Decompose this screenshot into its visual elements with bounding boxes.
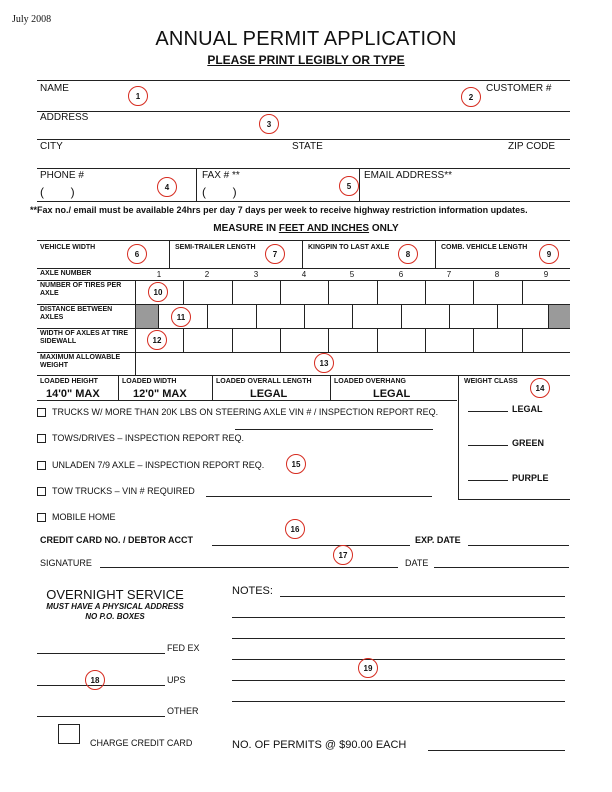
weight-class-bottom	[458, 499, 570, 500]
distance-axles-label: DISTANCE BETWEEN AXLES	[40, 306, 113, 321]
grid-line	[522, 280, 523, 304]
fedex-line[interactable]	[37, 653, 165, 654]
customer-label: CUSTOMER #	[486, 83, 552, 94]
tow-trucks-checkbox[interactable]	[37, 487, 46, 496]
loaded-length-value: LEGAL	[250, 388, 288, 400]
divider-fax-email	[359, 168, 360, 201]
ups-label: UPS	[167, 675, 186, 685]
date-line[interactable]	[434, 567, 569, 568]
axle-number: 2	[204, 270, 210, 279]
trucks-label: TRUCKS W/ MORE THAN 20K LBS ON STEERING AXLE VIN # / INSPECTION REPORT REQ.	[52, 407, 439, 417]
marker-9: 9	[539, 244, 559, 264]
vehicle-width-label: VEHICLE WIDTH	[40, 244, 96, 251]
other-line[interactable]	[37, 716, 165, 717]
loaded-overhang-value: LEGAL	[373, 388, 411, 400]
grid-line	[280, 280, 281, 304]
marker-17: 17	[333, 545, 353, 565]
marker-8: 8	[398, 244, 418, 264]
measure-suffix: ONLY	[369, 223, 399, 234]
semi-trailer-length-label: SEMI-TRAILER LENGTH	[175, 244, 256, 251]
rule-city	[37, 168, 570, 169]
charge-card-label: CHARGE CREDIT CARD	[90, 738, 193, 748]
grid-line	[328, 328, 329, 352]
marker-19: 19	[358, 658, 378, 678]
distance-grey-start	[136, 305, 158, 328]
grid-line	[377, 280, 378, 304]
grid-line	[207, 304, 208, 328]
axle-number: 1	[156, 270, 162, 279]
divider-loaded-1	[118, 375, 119, 400]
measure-prefix: MEASURE IN	[213, 223, 279, 234]
credit-card-label: CREDIT CARD NO. / DEBTOR ACCT	[40, 535, 193, 545]
form-title: ANNUAL PERMIT APPLICATION	[155, 28, 457, 50]
axle-number: 5	[349, 270, 355, 279]
rule-address	[37, 139, 570, 140]
credit-card-line[interactable]	[212, 545, 410, 546]
marker-18: 18	[85, 670, 105, 690]
signature-label: SIGNATURE	[40, 558, 92, 568]
rule-axle-header	[37, 280, 570, 281]
measure-units: FEET AND INCHES	[278, 223, 370, 234]
loaded-width-value: 12'0" MAX	[133, 388, 187, 400]
marker-16: 16	[285, 519, 305, 539]
grid-line	[328, 280, 329, 304]
kingpin-label: KINGPIN TO LAST AXLE	[308, 244, 390, 251]
notes-line[interactable]	[232, 680, 565, 681]
overnight-line1: MUST HAVE A PHYSICAL ADDRESS	[46, 602, 184, 611]
comb-length-label: COMB. VEHICLE LENGTH	[441, 244, 528, 251]
grid-line	[425, 328, 426, 352]
grid-line	[449, 304, 450, 328]
grid-line	[497, 304, 498, 328]
permits-line[interactable]	[428, 750, 565, 751]
fax-label: FAX # **	[202, 170, 240, 181]
grid-line	[352, 304, 353, 328]
phone-area-code[interactable]: ( )	[40, 185, 75, 199]
divider-vehicle-3	[435, 240, 436, 268]
max-weight-label: MAXIMUM ALLOWABLE WEIGHT	[40, 354, 121, 369]
weight-purple-label: PURPLE	[512, 473, 549, 483]
other-label: OTHER	[167, 706, 199, 716]
marker-3: 3	[259, 114, 279, 134]
weight-purple-line[interactable]	[468, 480, 508, 481]
trucks-vin-line[interactable]	[235, 429, 433, 430]
axle-number-label: AXLE NUMBER	[40, 270, 92, 277]
marker-1: 1	[128, 86, 148, 106]
weight-class-left	[458, 375, 459, 499]
rule-phone	[37, 201, 570, 202]
permits-label: NO. OF PERMITS @ $90.00 EACH	[232, 739, 407, 751]
marker-7: 7	[265, 244, 285, 264]
loaded-length-label: LOADED OVERALL LENGTH	[216, 378, 312, 385]
rule-vehicle-bottom	[37, 268, 570, 269]
overnight-line2: NO P.O. BOXES	[85, 612, 145, 621]
axle-number: 9	[543, 270, 549, 279]
exp-date-line[interactable]	[468, 545, 569, 546]
rule-max-weight	[37, 375, 570, 376]
divider-phone-fax	[196, 168, 197, 201]
date-label: DATE	[405, 558, 429, 568]
marker-13: 13	[314, 353, 334, 373]
axle-number: 8	[494, 270, 500, 279]
mobile-home-label: MOBILE HOME	[52, 512, 116, 522]
rule-vehicle-top	[37, 240, 570, 241]
phone-label: PHONE #	[40, 170, 84, 181]
marker-6: 6	[127, 244, 147, 264]
distance-grey-end	[548, 305, 570, 328]
rule-top	[37, 80, 570, 81]
loaded-height-label: LOADED HEIGHT	[40, 378, 98, 385]
grid-line	[304, 304, 305, 328]
grid-line	[377, 328, 378, 352]
rule-distance	[37, 328, 570, 329]
notes-line[interactable]	[232, 701, 565, 702]
notes-label: NOTES:	[232, 585, 273, 597]
weight-class-title: WEIGHT CLASS	[464, 378, 518, 385]
marker-5: 5	[339, 176, 359, 196]
divider-vehicle-1	[169, 240, 170, 268]
weight-green-label: GREEN	[512, 438, 545, 448]
state-label: STATE	[292, 141, 323, 152]
fedex-label: FED EX	[167, 643, 200, 653]
marker-10: 10	[148, 282, 168, 302]
axle-number: 3	[253, 270, 259, 279]
form-subtitle: PLEASE PRINT LEGIBLY OR TYPE	[207, 53, 405, 67]
grid-line	[425, 280, 426, 304]
grid-line	[522, 328, 523, 352]
grid-line	[256, 304, 257, 328]
tow-trucks-label: TOW TRUCKS – VIN # REQUIRED	[52, 486, 195, 496]
width-axles-label: WIDTH OF AXLES AT TIRE SIDEWALL	[40, 330, 129, 345]
marker-12: 12	[147, 330, 167, 350]
charge-card-checkbox[interactable]	[58, 724, 80, 744]
fax-area-code[interactable]: ( )	[202, 185, 237, 199]
notes-line[interactable]	[280, 596, 565, 597]
grid-line	[183, 280, 184, 304]
tows-checkbox[interactable]	[37, 434, 46, 443]
grid-line	[401, 304, 402, 328]
weight-legal-line[interactable]	[468, 411, 508, 412]
grid-line	[280, 328, 281, 352]
grid-line	[232, 328, 233, 352]
divider-vehicle-2	[302, 240, 303, 268]
unladen-label: UNLADEN 7/9 AXLE – INSPECTION REPORT REQ.	[52, 460, 265, 470]
marker-4: 4	[157, 177, 177, 197]
grid-line	[232, 280, 233, 304]
loaded-overhang-label: LOADED OVERHANG	[334, 378, 406, 385]
weight-legal-label: LEGAL	[512, 404, 543, 414]
trucks-checkbox[interactable]	[37, 408, 46, 417]
rule-name	[37, 111, 570, 112]
marker-2: 2	[461, 87, 481, 107]
notes-line[interactable]	[232, 617, 565, 618]
axle-number: 7	[446, 270, 452, 279]
address-label: ADDRESS	[40, 112, 89, 123]
marker-15: 15	[286, 454, 306, 474]
grid-line	[473, 328, 474, 352]
notes-line[interactable]	[232, 659, 565, 660]
marker-14: 14	[530, 378, 550, 398]
mobile-home-checkbox[interactable]	[37, 513, 46, 522]
zip-label: ZIP CODE	[508, 141, 556, 152]
loaded-width-label: LOADED WIDTH	[122, 378, 177, 385]
tires-per-axle-label: NUMBER OF TIRES PER AXLE	[40, 282, 122, 297]
rule-loaded-bottom	[37, 400, 457, 401]
measure-instruction	[0, 223, 612, 234]
signature-line[interactable]	[100, 567, 398, 568]
exp-date-label: EXP. DATE	[415, 535, 461, 545]
axle-number: 4	[301, 270, 307, 279]
name-label: NAME	[40, 83, 69, 94]
email-label: EMAIL ADDRESS**	[364, 170, 452, 181]
tows-label: TOWS/DRIVES – INSPECTION REPORT REQ.	[52, 433, 245, 443]
divider-loaded-3	[330, 375, 331, 400]
loaded-height-value: 14'0" MAX	[46, 388, 100, 400]
grid-line	[183, 328, 184, 352]
grid-line	[158, 304, 159, 328]
weight-green-line[interactable]	[468, 445, 508, 446]
grid-line	[548, 304, 549, 328]
city-label: CITY	[40, 141, 63, 152]
rule-width-axles	[37, 352, 570, 353]
overnight-title: OVERNIGHT SERVICE	[46, 587, 184, 602]
unladen-checkbox[interactable]	[37, 461, 46, 470]
axle-number: 6	[398, 270, 404, 279]
divider-loaded-2	[212, 375, 213, 400]
tow-trucks-vin-line[interactable]	[206, 496, 432, 497]
notes-line[interactable]	[232, 638, 565, 639]
form-date: July 2008	[12, 14, 52, 25]
grid-line	[473, 280, 474, 304]
fax-email-note: **Fax no./ email must be available 24hrs per day 7 days per week to receive highway restriction information updates.	[30, 205, 528, 215]
marker-11: 11	[171, 307, 191, 327]
